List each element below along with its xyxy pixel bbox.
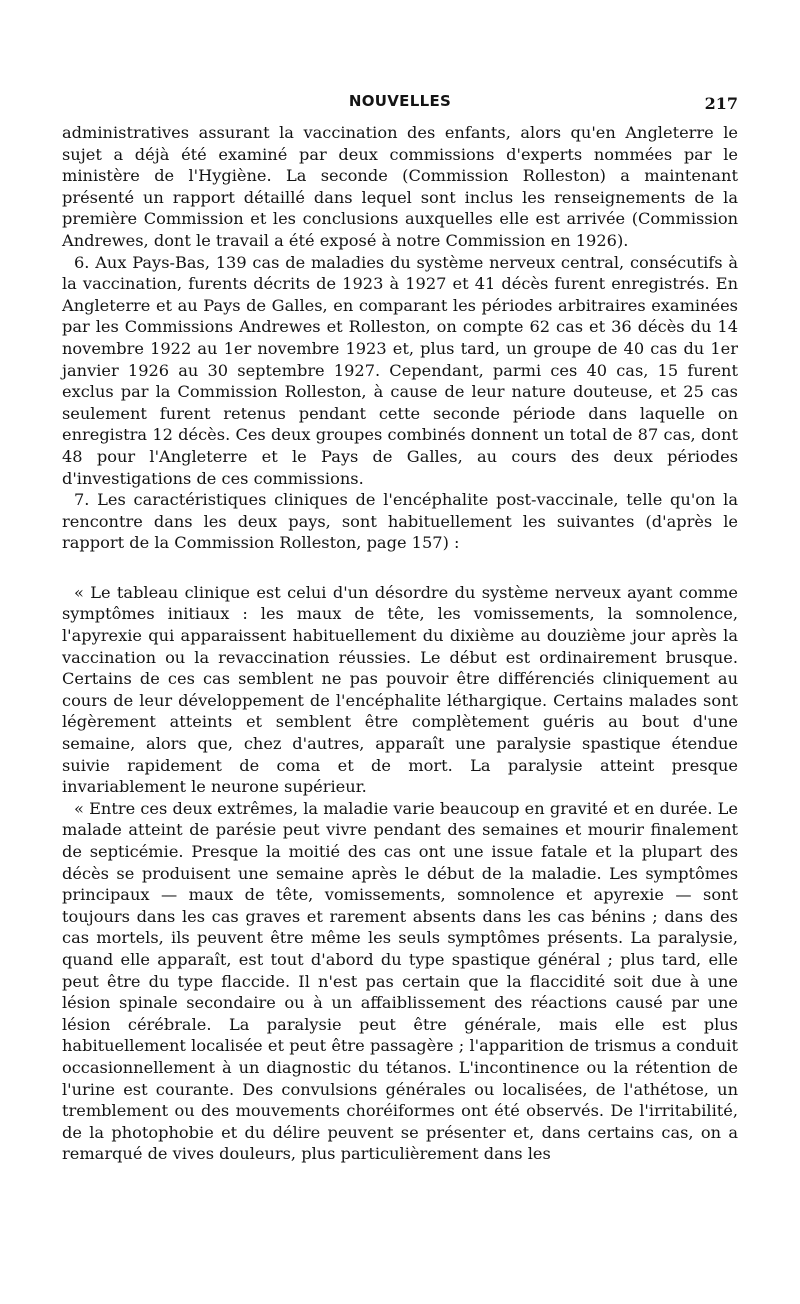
quote-paragraph-1: « Le tableau clinique est celui d'un désordre du système nerveux ayant comme symptômes initiaux : les maux de tête, les vomissements, la somnolence, l'apyrexie qui apparaissent habituellement du dixième au douzième jour après la vaccination ou la revaccination réussies. Le début est ordinairement brusque. Certains de ces cas semblent ne pas pouvoir être différenciés cliniquement au cours de leur développement de l'encéphalite léthargique. Certains malades sont légèrement atteints et semblent être complètement guéris au bout d'une semaine, alors que, chez d'autres, apparaît une paralysie spastique étendue suivie rapidement de coma et de mort. La paralysie atteint presque invariablement le neurone supérieur.: [62, 582, 738, 797]
paragraph-section-6: 6. Aux Pays-Bas, 139 cas de maladies du système nerveux central, consécutifs à la vaccination, furents décrits de 1923 à 1927 et 41 décès furent enregistrés. En Angleterre et au Pays de Galles, en comparant les périodes arbitraires examinées par les Commissions Andrewes et Rolleston, on compte 62 cas et 36 décès du 14 novembre 1922 au 1er novembre 1923 et, plus tard, un groupe de 40 cas du 1er janvier 1926 au 30 septembre 1927. Cependant, parmi ces 40 cas, 15 furent exclus par la Commission Rolleston, à cause de leur nature douteuse, et 25 cas seulement furent retenus pendant cette seconde période dans laquelle on enregistra 12 décès. Ces deux groupes combinés donnent un total de 87 cas, dont 48 pour l'Angleterre et le Pays de Galles, au cours des deux périodes d'investigations de ces commissions.: [62, 252, 738, 488]
paragraph-section-7: 7. Les caractéristiques cliniques de l'encéphalite post-vaccinale, telle qu'on la rencontre dans les deux pays, sont habituellement les suivantes (d'après le rapport de la Commission Rolleston, page 157) :: [62, 490, 738, 553]
running-header: [62, 92, 738, 120]
document-page: [62, 92, 738, 1165]
page-number: 217: [704, 94, 738, 113]
quote-paragraph-2: « Entre ces deux extrêmes, la maladie varie beaucoup en gravité et en durée. Le malade atteint de parésie peut vivre pendant des semaines et mourir finalement de septicémie. Presque la moitié des cas ont une issue fatale et la plupart des décès se produisent une semaine après le début de la maladie. Les symptômes principaux — maux de tête, vomissements, somnolence et apyrexie — sont toujours dans les cas graves et rarement absents dans les cas bénins ; dans des cas mortels, ils peuvent être même les seuls symptômes présents. La paralysie, quand elle apparaît, est tout d'abord du type spastique général ; plus tard, elle peut être du type flaccide. Il n'est pas certain que la flaccidité soit due à une lésion spinale secondaire ou à un affaiblissement des réactions causé par une lésion cérébrale. La paralysie peut être générale, mais elle est plus habituellement localisée et peut être passagère ; l'apparition de trismus a conduit occasionnellement à un diagnostic du tétanos. L'incontinence ou la rétention de l'urine est courante. Des convulsions générales ou localisées, de l'athétose, un tremblement ou des mouvements choréiformes ont été observés. De l'irritabilité, de la photophobie et du délire peuvent se présenter et, dans certains cas, on a remarqué de vives douleurs, plus particulièrement dans les: [62, 798, 738, 1164]
page-header-title: NOUVELLES: [348, 92, 452, 110]
paragraph-continuation: administratives assurant la vaccination des enfants, alors qu'en Angleterre le sujet a déjà été examiné par deux commissions d'experts nommées par le ministère de l'Hygiène. La seconde (Commission Rolleston) a maintenant présenté un rapport détaillé dans lequel sont inclus les renseignements de la première Commission et les conclusions auxquelles elle est arrivée (Commission Andrewes, dont le travail a été exposé à notre Commission en 1926).: [62, 123, 738, 250]
section-spacer: [62, 554, 738, 582]
